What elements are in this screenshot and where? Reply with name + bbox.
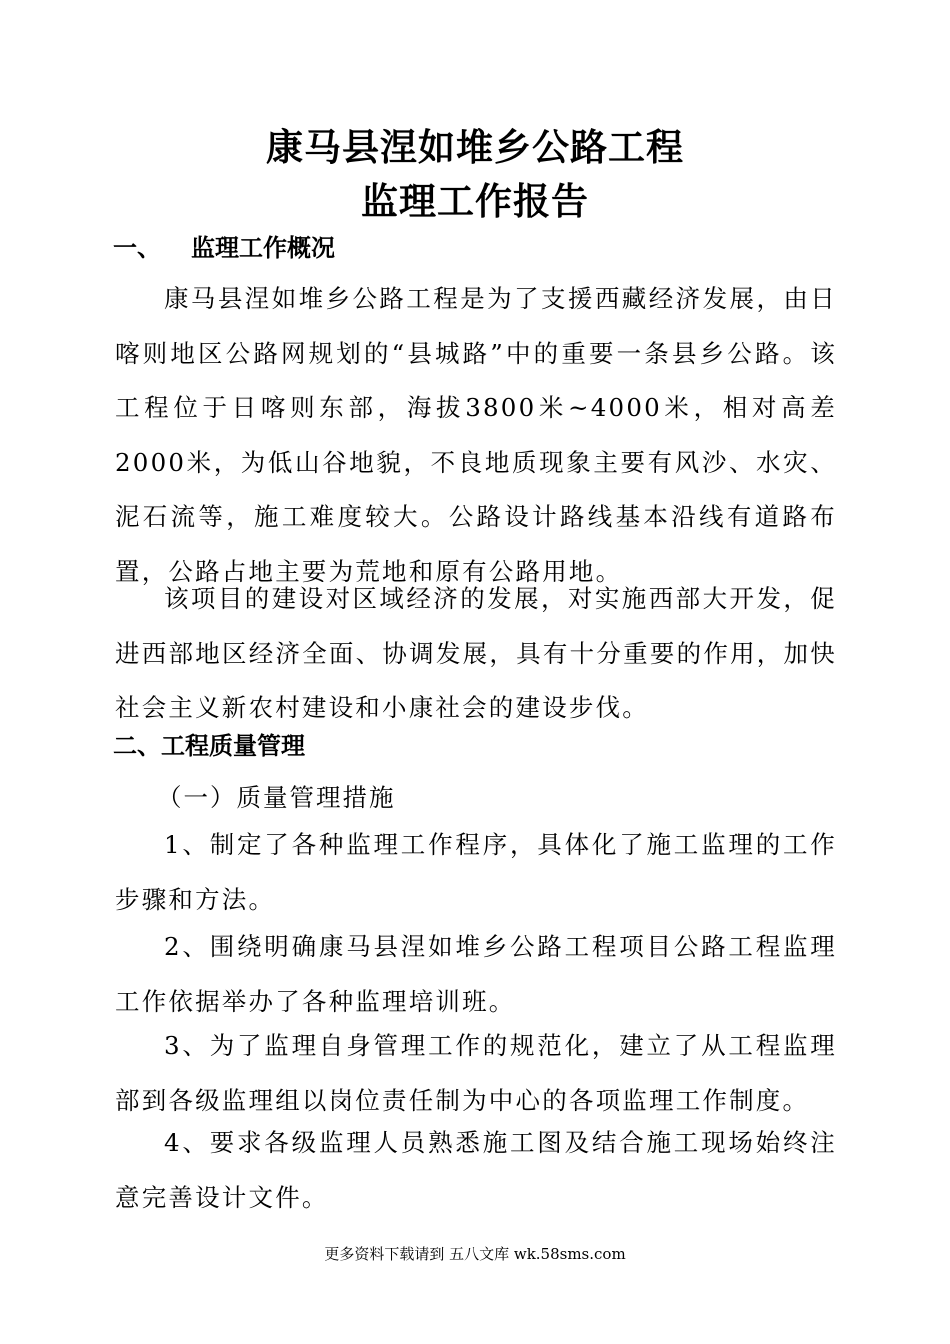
section1-paragraph-2: 该项目的建设对区域经济的发展，对实施西部大开发，促进西部地区经济全面、协调发展，具有十分重要的作用，加快社会主义新农村建设和小康社会的建设步伐。: [115, 584, 837, 722]
section2-heading: 二、工程质量管理: [113, 732, 305, 760]
section2-item-1: 1、制定了各种监理工作程序，具体化了施工监理的工作步骤和方法。: [115, 830, 837, 914]
section1-paragraph-1: 康马县涅如堆乡公路工程是为了支援西藏经济发展，由日喀则地区公路网规划的“县城路”中的重要一条县乡公路。该工程位于日喀则东部，海拔3800米~4000米，相对高差2000米，为低山谷地貌，不良地质现象主要有风沙、水灾、泥石流等，施工难度较大。公路设计路线基本沿线有道路布置，公路占地主要为荒地和原有公路用地。: [115, 284, 837, 586]
section2-subheading: （一）质量管理措施: [157, 783, 396, 812]
section2-item-3: 3、为了监理自身管理工作的规范化，建立了从工程监理部到各级监理组以岗位责任制为中心的各项监理工作制度。: [115, 1031, 837, 1115]
section1-title: 监理工作概况: [191, 234, 335, 262]
document-title-line1: 康马县涅如堆乡公路工程: [266, 126, 684, 169]
document-title-line2: 监理工作报告: [361, 180, 589, 223]
section2-item-4: 4、要求各级监理人员熟悉施工图及结合施工现场始终注意完善设计文件。: [115, 1128, 837, 1212]
section1-heading: [113, 232, 335, 264]
section2-item-2: 2、围绕明确康马县涅如堆乡公路工程项目公路工程监理工作依据举办了各种监理培训班。: [115, 932, 837, 1016]
section1-number: 一、: [113, 234, 161, 262]
page-footer: 更多资料下载请到 五八文库 wk.58sms.com: [324, 1245, 626, 1263]
